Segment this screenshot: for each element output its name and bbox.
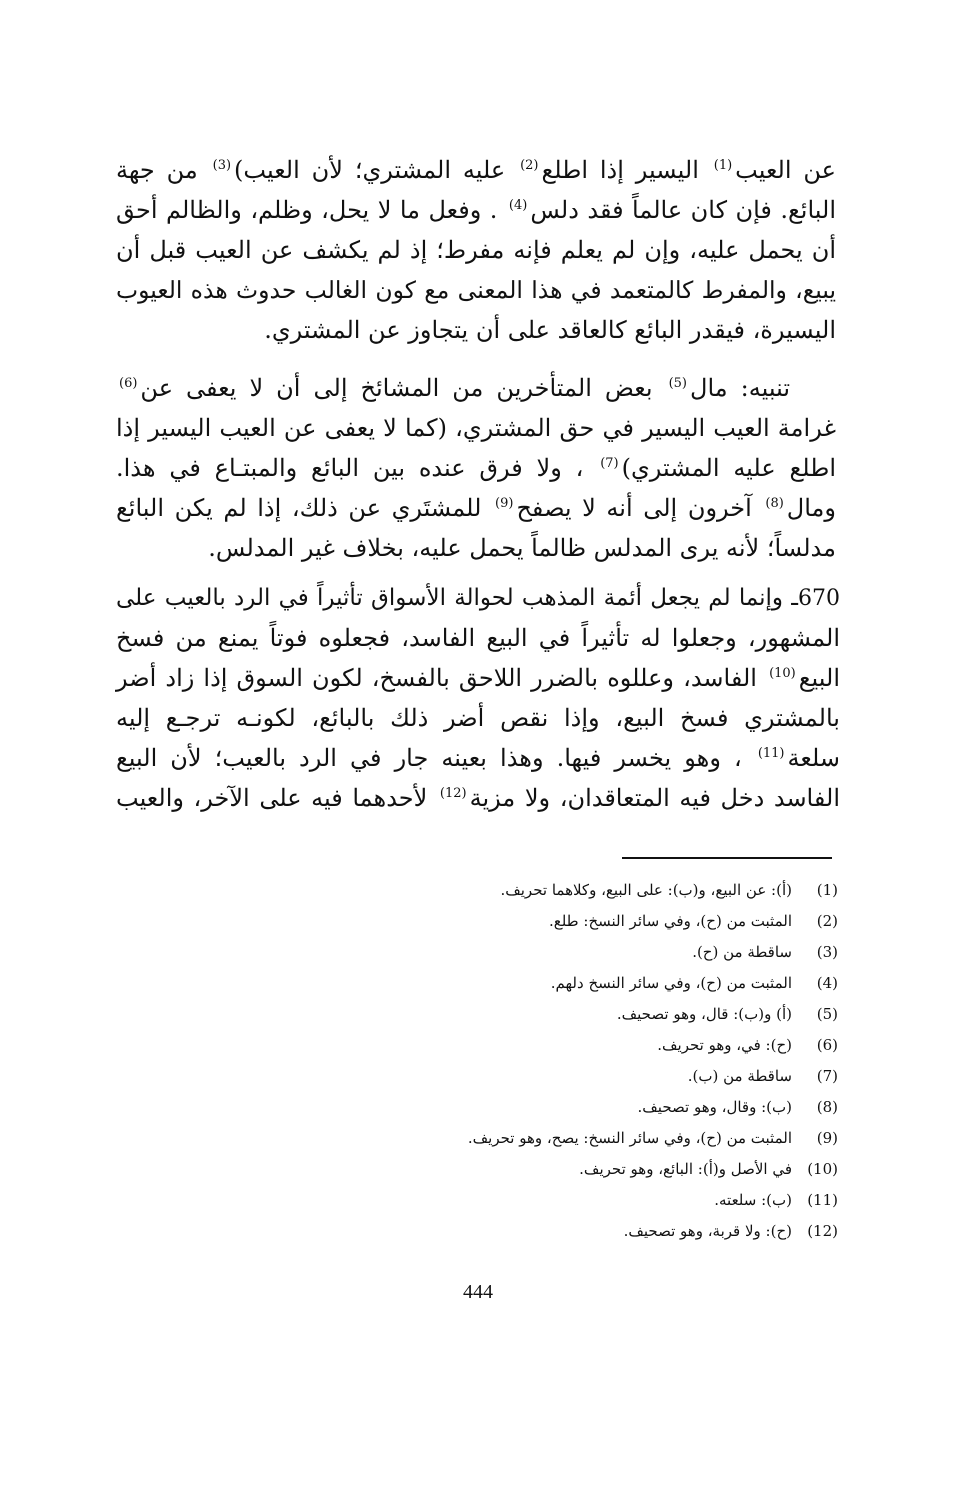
footnote-ref[interactable]: (7) — [600, 456, 619, 471]
footnote-text: (أ): عن البيع، و(ب): على البيع، وكلاهما تحريف. — [500, 881, 792, 899]
footnote-text: في الأصل و(أ): البائع، وهو تحريف. — [579, 1160, 792, 1178]
footnote-text: المثبت من (ح)، وفي سائر النسخ دلهم. — [550, 974, 792, 992]
footnote-item — [138, 1061, 838, 1092]
footnote-ref[interactable]: (3) — [212, 158, 232, 173]
text: الفاسد، وعللوه بالضرر اللاحق بالفسخ، لكون السوق إذا زاد أضر — [116, 664, 767, 692]
text: عليه المشتري؛ لأن العيب) — [234, 156, 518, 184]
footnote-ref[interactable]: (2) — [520, 158, 539, 173]
text: البائع. فإن كان عالماً فقد دلس — [530, 196, 836, 224]
footnote-number: (2) — [816, 912, 838, 930]
footnote-item — [138, 1154, 838, 1185]
text-line — [116, 778, 840, 818]
footnote-item — [138, 1185, 838, 1216]
footnote-number: (8) — [816, 1098, 838, 1116]
footnote-item — [138, 1092, 838, 1123]
text: اطلع عليه المشتري) — [621, 454, 836, 482]
footnote-number: (11) — [807, 1191, 838, 1209]
text: بعض المتأخرين من المشائخ إلى أن لا يعفى عن — [140, 374, 666, 402]
paragraph-670 — [116, 578, 840, 818]
text: ومال — [786, 494, 836, 522]
text-line — [116, 658, 840, 698]
text: اليسير إذا اطلع — [541, 156, 711, 184]
footnote-ref[interactable]: (1) — [713, 158, 733, 173]
text: ، وهو يخسر فيها. وهذا بعينه جار في الرد بالعيب؛ لأن البيع — [116, 744, 755, 772]
footnote-item — [138, 937, 838, 968]
text: ـ وإنما لم يجعل أئمة المذهب لحوالة الأسواق تأثيراً في الرد بالعيب على — [116, 585, 798, 611]
footnote-number: (12) — [807, 1222, 838, 1240]
footnote-divider — [622, 857, 832, 859]
text: آخرون إلى أنه لا يصفح — [516, 494, 763, 522]
text-line — [116, 190, 836, 230]
footnote-number: (1) — [816, 881, 838, 899]
text-line: مدلساً؛ لأنه يرى المدلس ظالماً يحمل عليه، بخلاف غير المدلس. — [208, 534, 836, 562]
footnote-number: (3) — [816, 943, 838, 961]
paragraph-number: 670 — [798, 586, 840, 611]
footnote-number: (7) — [816, 1067, 838, 1085]
text: من جهة — [116, 156, 210, 184]
text: ، ولا فرق عنده بين البائع والمبتـاع في هذا. — [116, 454, 598, 482]
text: عن العيب — [735, 156, 836, 184]
footnote-ref[interactable]: (6) — [119, 376, 138, 391]
text: . وفعل ما لا يحل، وظلم، والظالم أحق — [116, 196, 506, 224]
footnote-item — [138, 1123, 838, 1154]
footnote-text: (ب): سلعته. — [714, 1191, 792, 1209]
text-line — [116, 738, 840, 778]
footnote-ref[interactable]: (11) — [757, 746, 785, 761]
text-line — [116, 448, 836, 488]
footnote-ref[interactable]: (4) — [508, 198, 528, 213]
footnote-number: (6) — [816, 1036, 838, 1054]
footnote-ref[interactable]: (10) — [769, 666, 796, 681]
footnote-item — [138, 999, 838, 1030]
footnote-text: (أ) و(ب): قال، وهو تصحيف. — [616, 1005, 792, 1023]
footnote-number: (10) — [807, 1160, 838, 1178]
text-line: يبيع، والمفرط كالمتعمد في هذا المعنى مع كون الغالب حدوث هذه العيوب — [116, 276, 836, 304]
footnote-text: (ح): في، وهو تحريف. — [657, 1036, 792, 1054]
text-line: اليسيرة، فيقدر البائع كالعاقد على أن يتجاوز عن المشتري. — [264, 316, 836, 344]
footnote-item — [138, 875, 838, 906]
footnote-ref[interactable]: (12) — [439, 786, 467, 801]
footnote-text: (ح): ولا قربة، وهو تصحيف. — [623, 1222, 792, 1240]
footnote-ref[interactable]: (8) — [765, 496, 784, 511]
text: الفاسد دخل فيه المتعاقدان، ولا مزية — [469, 784, 840, 812]
paragraph-continuation — [116, 150, 836, 350]
footnotes — [138, 875, 838, 1247]
text-line — [116, 488, 836, 528]
footnote-number: (4) — [816, 974, 838, 992]
text: سلعة — [787, 744, 840, 772]
text: للمشتَري عن ذلك، إذا لم يكن البائع — [116, 494, 493, 522]
text: تنبيه: مال — [690, 374, 791, 402]
paragraph-notice — [116, 368, 836, 568]
footnote-text: المثبت من (ح)، وفي سائر النسخ: يصح، وهو تحريف. — [467, 1129, 792, 1147]
text-line — [116, 368, 836, 408]
footnote-item — [138, 1030, 838, 1061]
text-line: المشهور، وجعلوا له تأثيراً في البيع الفاسد، فجعلوه فوتاً يمنع من فسخ — [116, 624, 840, 652]
footnote-text: المثبت من (ح)، وفي سائر النسخ: طلع. — [548, 912, 792, 930]
footnote-item — [138, 1216, 838, 1247]
page-number: 444 — [463, 1281, 493, 1303]
text: البيع — [798, 664, 840, 692]
footnote-text: (ب): وقال، وهو تصحيف. — [637, 1098, 792, 1116]
footnote-number: (9) — [816, 1129, 838, 1147]
text-line: بالمشتري فسخ البيع، وإذا نقص أضر ذلك بالبائع، لكونـه ترجـع إليه — [116, 704, 840, 732]
text-line: غرامة العيب اليسير في حق المشتري، (كما لا يعفى عن العيب اليسير إذا — [116, 414, 836, 442]
footnote-item — [138, 968, 838, 999]
footnote-ref[interactable]: (5) — [668, 376, 688, 391]
footnote-text: ساقطة من (ب). — [687, 1067, 792, 1085]
footnote-number: (5) — [816, 1005, 838, 1023]
footnote-text: ساقطة من (ح). — [692, 943, 792, 961]
footnote-item — [138, 906, 838, 937]
text-line: أن يحمل عليه، وإن لم يعلم فإنه مفرط؛ إذ لم يكشف عن العيب قبل أن — [116, 236, 836, 264]
text: لأحدهما فيه على الآخر، والعيب — [116, 784, 437, 812]
footnote-ref[interactable]: (9) — [495, 496, 514, 511]
text-line — [116, 578, 840, 618]
text-line — [116, 150, 836, 190]
